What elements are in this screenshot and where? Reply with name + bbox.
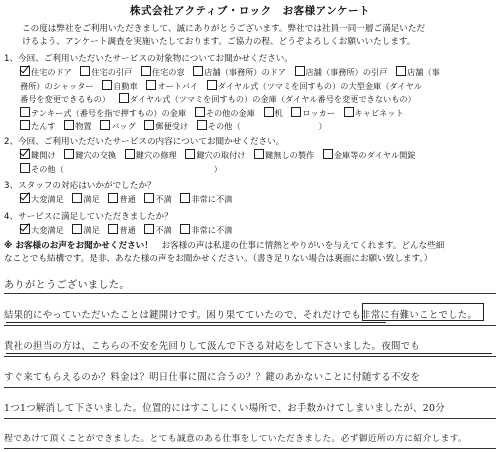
handwritten-comment-line: ありがとうございました。 [4, 280, 130, 291]
handwritten-comment-line: 1つ1つ解消して下さいました。位置的にはすこしにくい場所で、お手数かけてしまいましたが、20分 [4, 403, 445, 414]
q3-option[interactable]: 満足 [72, 194, 99, 204]
q1-option-other[interactable]: その他（ ） [197, 121, 327, 131]
q1-option[interactable]: 郵便受け [144, 121, 188, 131]
checkbox[interactable] [180, 224, 190, 234]
comment-line-2: なことでも結構です。是非、あなた様の声をお聞かせください。（書き足りない場合は裏面にお願い致します。） [4, 254, 433, 264]
question-4-label: 4、サービスに満足していただきましたか？ [4, 212, 173, 222]
q1-options-line-5 [20, 120, 490, 134]
checkbox[interactable] [80, 66, 90, 76]
question-2-label: 2、今回、ご利用いただいたサービスの内容についてお聞かせください。 [4, 137, 285, 147]
handwritten-comment-line: 貴社の担当の方は、こちらの不安を先回りして汲んで下さる対応をして下さいました。夜間でも [4, 341, 421, 352]
checkbox[interactable] [20, 120, 30, 130]
checkbox[interactable] [291, 107, 301, 117]
q3-option[interactable]: 非常に不満 [180, 194, 232, 204]
q4-option[interactable]: 普通 [108, 225, 135, 235]
q3-option[interactable]: 大変満足 [20, 194, 64, 204]
q1-options-line-3 [20, 93, 490, 107]
checkbox[interactable] [72, 193, 82, 203]
checkbox[interactable] [108, 224, 118, 234]
q1-option[interactable]: 住宅の引戸 [80, 67, 132, 77]
q1-option[interactable]: 物置 [64, 121, 91, 131]
question-1-label: 1、今回、ご利用いただいたサービスの対象物についてお聞かせください。 [4, 54, 293, 64]
checkbox[interactable] [295, 66, 305, 76]
ruled-line [4, 325, 496, 326]
checkbox[interactable] [195, 107, 205, 117]
checkbox[interactable] [72, 224, 82, 234]
comment-line-1: お客様の声は私達の仕事に情熱とやりがいを与えてくれます。どんな些細 [161, 241, 445, 251]
handwritten-comment-line: 程であけて頂くことができました。とても誠意のある仕事をしていただきました。必ず御近所の方に紹介します。 [4, 434, 468, 444]
q2-option-other[interactable]: その他（ ） [20, 164, 222, 174]
q1-option[interactable]: バッグ [100, 121, 136, 131]
q1-option[interactable]: 机 [264, 108, 283, 118]
q2-option[interactable]: 鍵穴の修理 [125, 150, 177, 160]
pen-underline [6, 322, 386, 323]
checkbox[interactable] [100, 120, 110, 130]
checkbox[interactable] [146, 80, 156, 90]
q2-option[interactable]: 鍵無しの製作 [254, 150, 314, 160]
handwritten-comment-line: すぐ来てもらえるのか？料金は？明日仕事に間に合うの？？鍵のあかないことに付随する不安を [4, 372, 421, 383]
checkbox[interactable] [185, 149, 195, 159]
checkbox[interactable] [20, 163, 30, 173]
q3-option[interactable]: 普通 [108, 194, 135, 204]
comment-heading [4, 240, 492, 253]
checkbox[interactable] [20, 193, 30, 203]
q1-options-line-1 [20, 66, 490, 80]
survey-title: 株式会社アクティブ・ロック お客様アンケート [129, 5, 370, 17]
q4-option[interactable]: 大変満足 [20, 225, 64, 235]
checkbox[interactable] [141, 66, 151, 76]
checkbox[interactable] [64, 120, 74, 130]
question-1-options [20, 66, 490, 134]
checkbox[interactable] [396, 66, 406, 76]
checkbox[interactable] [108, 193, 118, 203]
checkbox[interactable] [102, 80, 112, 90]
pen-underline [6, 353, 492, 354]
q2-options-line-1 [20, 149, 490, 163]
question-3-options [20, 193, 490, 207]
q1-option[interactable]: 店舗（事務所）のドア [193, 67, 286, 77]
question-3-label: 3、スタッフの対応はいかがでしたか？ [4, 181, 156, 191]
q3-option[interactable]: 不満 [144, 194, 171, 204]
ruled-line [4, 448, 496, 449]
q2-option[interactable]: 鍵穴の交換 [64, 150, 116, 160]
checkbox[interactable] [144, 120, 154, 130]
q2-option[interactable]: 鍵開け [20, 150, 56, 160]
checkbox[interactable] [254, 149, 264, 159]
q1-option[interactable]: その他の金庫 [195, 108, 255, 118]
checkbox[interactable] [264, 107, 274, 117]
checkbox[interactable] [64, 149, 74, 159]
q1-option[interactable]: 務所）のシャッター [20, 80, 94, 91]
comment-instructions [4, 240, 492, 266]
q1-option[interactable]: 自動車 [102, 81, 138, 91]
q1-option[interactable]: ダイヤル式（ツマミを回すもの）の金庫（ダイヤル番号を変更できないもの） [119, 94, 416, 104]
checkbox[interactable] [197, 120, 207, 130]
checkbox[interactable] [20, 66, 30, 76]
q1-option[interactable]: 店舗（事務所）の引戸 [295, 67, 388, 77]
question-2-options [20, 149, 490, 176]
q1-option[interactable]: 住宅の窓 [141, 67, 185, 77]
q1-option[interactable]: ロッカー [291, 108, 335, 118]
checkbox[interactable] [344, 107, 354, 117]
intro-text [22, 23, 488, 48]
checkbox[interactable] [20, 107, 30, 117]
q1-option[interactable]: 店舗（事 [396, 67, 440, 77]
q3-options-line [20, 193, 490, 207]
q1-options-line-2 [20, 80, 490, 94]
q1-option[interactable]: 住宅のドア [20, 67, 72, 77]
checkbox[interactable] [193, 66, 203, 76]
checkbox[interactable] [144, 224, 154, 234]
q1-option[interactable]: キャビネット [344, 108, 404, 118]
q1-option[interactable]: テンキー式（番号を指で押すもの）の金庫 [20, 108, 186, 118]
q2-option[interactable]: 金庫等のダイヤル開錠 [323, 150, 416, 160]
checkbox[interactable] [144, 193, 154, 203]
q4-option[interactable]: 非常に不満 [180, 225, 232, 235]
q4-option[interactable]: 不満 [144, 225, 171, 235]
q1-option[interactable]: たんす [20, 121, 56, 131]
checkbox[interactable] [119, 93, 129, 103]
intro-line-2: けるよう、アンケート調査を実施いたしております。ご協力の程、どうぞよろしくお願いいたします。 [22, 36, 416, 47]
ruled-line [4, 293, 496, 294]
q4-option[interactable]: 満足 [72, 225, 99, 235]
ruled-line [4, 418, 496, 419]
q2-option[interactable]: 鍵穴の取付け [185, 150, 245, 160]
ruled-line [4, 387, 496, 388]
q1-options-line-4 [20, 107, 490, 121]
checkbox[interactable] [323, 149, 333, 159]
checkbox[interactable] [180, 193, 190, 203]
intro-line-1: この度は弊社をご利用いただきまして、誠にありがとうございます。弊社では社員一同一層ご満足いただ [22, 24, 426, 34]
checkbox[interactable] [20, 149, 30, 159]
q1-option[interactable]: 番号を変更できるもの） [20, 94, 111, 104]
ruled-line [4, 356, 496, 357]
handwritten-comment-line: 結果的にやっていただいたことは鍵開けです。困り果てていたので、それだけでも非常に有難いことでした。 [4, 310, 478, 321]
q1-option[interactable]: オートバイ [146, 81, 198, 91]
checkbox[interactable] [20, 224, 30, 234]
q1-option[interactable]: ダイヤル式（ツマミを回すもの）の大型金庫（ダイヤル [207, 81, 422, 91]
comment-heading-text: ※ お客様のお声をお聞かせください！ [4, 241, 153, 251]
q2-options-line-2 [20, 163, 490, 177]
checkbox[interactable] [207, 80, 217, 90]
pen-box [362, 303, 484, 321]
checkbox[interactable] [125, 149, 135, 159]
q4-options-line [20, 224, 490, 238]
question-4-options [20, 224, 490, 238]
